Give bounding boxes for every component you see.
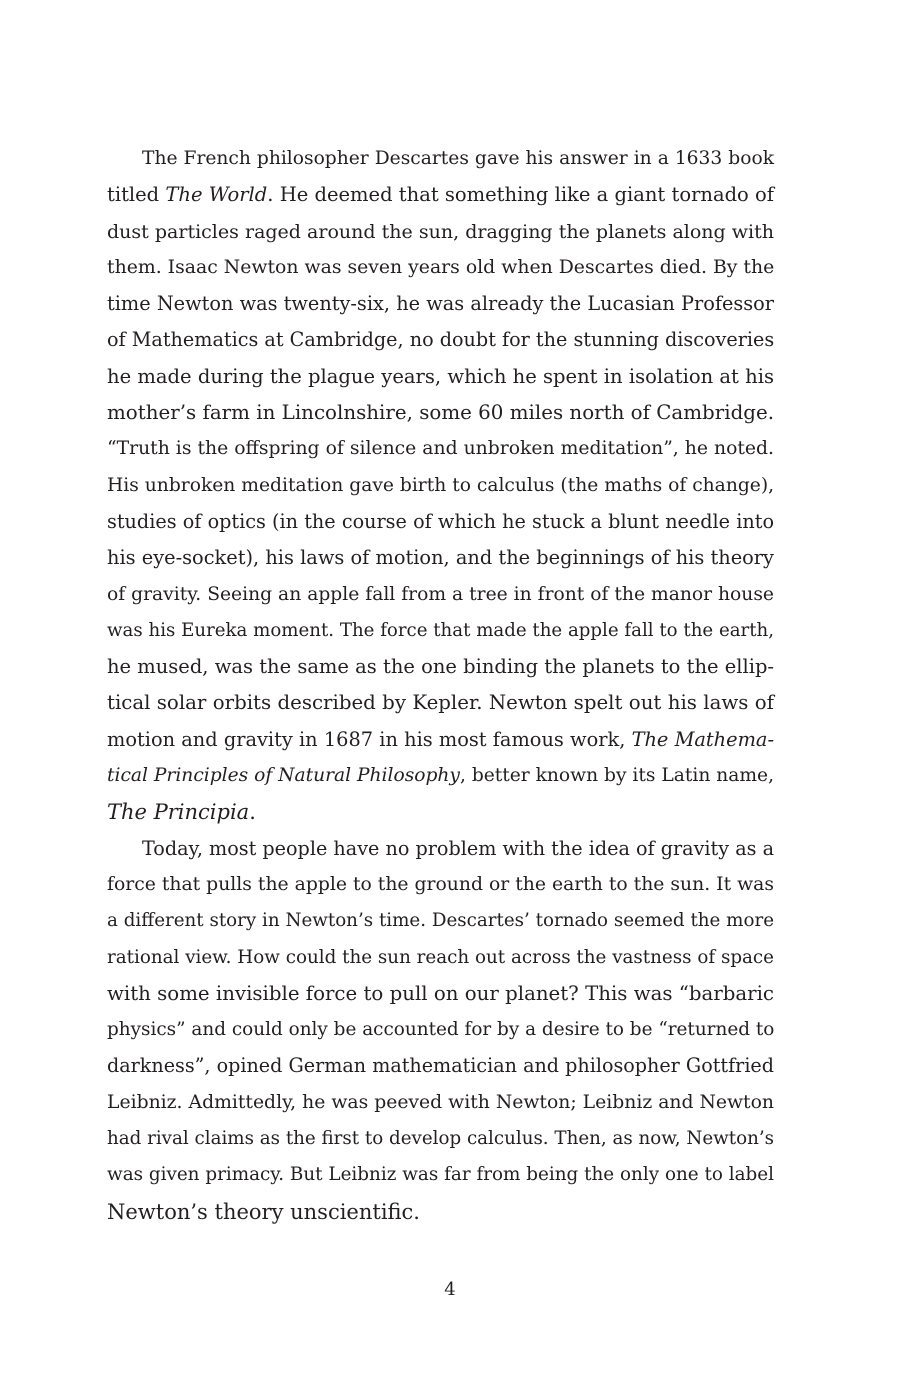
paragraph	[107, 141, 774, 831]
text-line: mother’s farm in Lincolnshire, some 60 miles north of Cambridge.	[107, 401, 774, 425]
text-line: tical solar orbits described by Kepler. Newton spelt out his laws of	[107, 691, 774, 715]
text-line: dust particles raged around the sun, dragging the planets along with	[107, 220, 774, 243]
text-line: The Principia.	[107, 800, 256, 825]
text-line: of Mathematics at Cambridge, no doubt for the stunning discoveries	[107, 328, 775, 352]
text-line: force that pulls the apple to the ground or the earth to the sun. It was	[107, 873, 774, 895]
text-line: had rival claims as the first to develop calculus. Then, as now, Newton’s	[107, 1128, 774, 1150]
text-line: them. Isaac Newton was seven years old when Descartes died. By the	[107, 256, 775, 278]
text-line: The French philosopher Descartes gave his answer in a 1633 book	[142, 148, 774, 169]
page-number: 4	[444, 1279, 456, 1300]
body-text	[107, 141, 774, 1230]
text-line: His unbroken meditation gave birth to calculus (the maths of change),	[107, 474, 775, 496]
paragraph	[107, 831, 774, 1230]
text-line: motion and gravity in 1687 in his most famous work, The Mathema-	[107, 727, 774, 751]
text-line: “Truth is the offspring of silence and unbroken meditation”, he noted.	[107, 438, 774, 460]
text-line: he made during the plague years, which he spent in isolation at his	[107, 364, 774, 388]
text-line: his eye-socket), his laws of motion, and the beginnings of his theory	[107, 546, 774, 570]
text-line: Newton’s theory unscientific.	[107, 1199, 420, 1224]
text-line: Leibniz. Admittedly, he was peeved with Newton; Leibniz and Newton	[107, 1091, 774, 1113]
text-line: darkness”, opined German mathematician and philosopher Gottfried	[107, 1054, 774, 1078]
text-line: was given primacy. But Leibniz was far from being the only one to label	[107, 1164, 774, 1186]
text-line: he mused, was the same as the one binding the planets to the ellip-	[107, 655, 774, 679]
text-line: rational view. How could the sun reach out across the vastness of space	[107, 946, 774, 968]
text-line: time Newton was twenty-six, he was already the Lucasian Professor	[107, 292, 774, 316]
text-line: of gravity. Seeing an apple fall from a tree in front of the manor house	[107, 583, 774, 605]
text-line: Today, most people have no problem with the idea of gravity as a	[142, 836, 774, 860]
text-line: with some invisible force to pull on our planet? This was “barbaric	[107, 981, 774, 1005]
text-line: tical Principles of Natural Philosophy, better known by its Latin name,	[107, 765, 775, 787]
text-line: physics” and could only be accounted for by a desire to be “returned to	[107, 1019, 775, 1041]
text-line: titled The World. He deemed that something like a giant tornado of	[107, 183, 774, 207]
text-line: studies of optics (in the course of which he stuck a blunt needle into	[107, 509, 774, 533]
text-line: was his Eureka moment. The force that made the apple fall to the earth,	[107, 619, 774, 641]
text-line: a different story in Newton’s time. Descartes’ tornado seemed the more	[107, 910, 774, 932]
